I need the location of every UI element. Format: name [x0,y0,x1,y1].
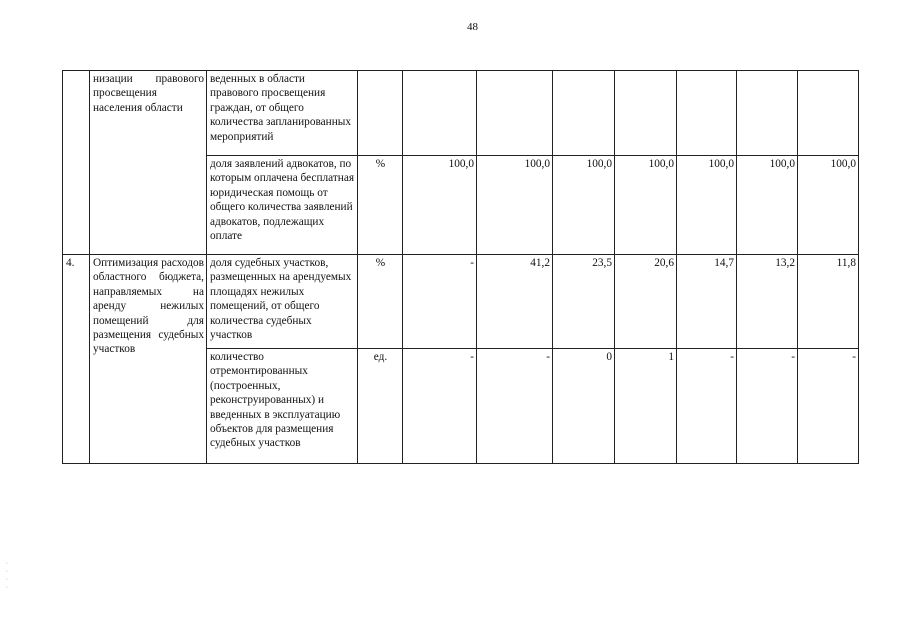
value-cell [798,71,859,156]
row-number-cell [63,71,90,255]
value-cell: 23,5 [553,255,615,349]
unit-cell: ед. [358,349,403,464]
value-cell [403,71,477,156]
row-number-cell: 4. [63,255,90,464]
indicators-table [62,70,859,464]
value-cell: - [677,349,737,464]
value-cell: 100,0 [737,156,798,255]
page-number: 48 [467,21,478,33]
unit-cell: % [358,255,403,349]
value-cell [677,71,737,156]
value-cell: 100,0 [553,156,615,255]
unit-cell: % [358,156,403,255]
table-row [63,71,859,156]
unit-cell [358,71,403,156]
value-cell: - [737,349,798,464]
indicator-cell: доля судебных участков, размещенных на арендуемых площадях нежилых помещений, от общего количества судебных участков [207,255,358,349]
value-cell: 100,0 [615,156,677,255]
table-row [63,255,859,349]
value-cell: 100,0 [798,156,859,255]
value-cell: 41,2 [477,255,553,349]
value-cell: 14,7 [677,255,737,349]
value-cell: 0 [553,349,615,464]
value-cell: - [798,349,859,464]
value-cell: - [403,255,477,349]
value-cell: 11,8 [798,255,859,349]
value-cell: 20,6 [615,255,677,349]
value-cell [737,71,798,156]
value-cell [615,71,677,156]
value-cell: 100,0 [677,156,737,255]
value-cell [477,71,553,156]
value-cell: 1 [615,349,677,464]
value-cell: - [477,349,553,464]
measure-cell: низации правового просвещения населения области [90,71,207,255]
indicator-cell: количество отремонтированных (построенных, реконструированных) и введенных в эксплуатацию объектов для размещения судебных участков [207,349,358,464]
value-cell: 100,0 [477,156,553,255]
scan-artifact: · · · · [6,561,8,591]
indicator-cell: доля заявлений адвокатов, по которым оплачена бесплатная юридическая помощь от общего количества заявлений адвокатов, подлежащих оплате [207,156,358,255]
value-cell: 13,2 [737,255,798,349]
value-cell: - [403,349,477,464]
indicator-cell: веденных в области правового просвещения граждан, от общего количества запланированных мероприятий [207,71,358,156]
value-cell [553,71,615,156]
value-cell: 100,0 [403,156,477,255]
measure-cell: Оптимизация расходов областного бюджета, направляемых на аренду нежилых помещений для размещения судебных участков [90,255,207,464]
